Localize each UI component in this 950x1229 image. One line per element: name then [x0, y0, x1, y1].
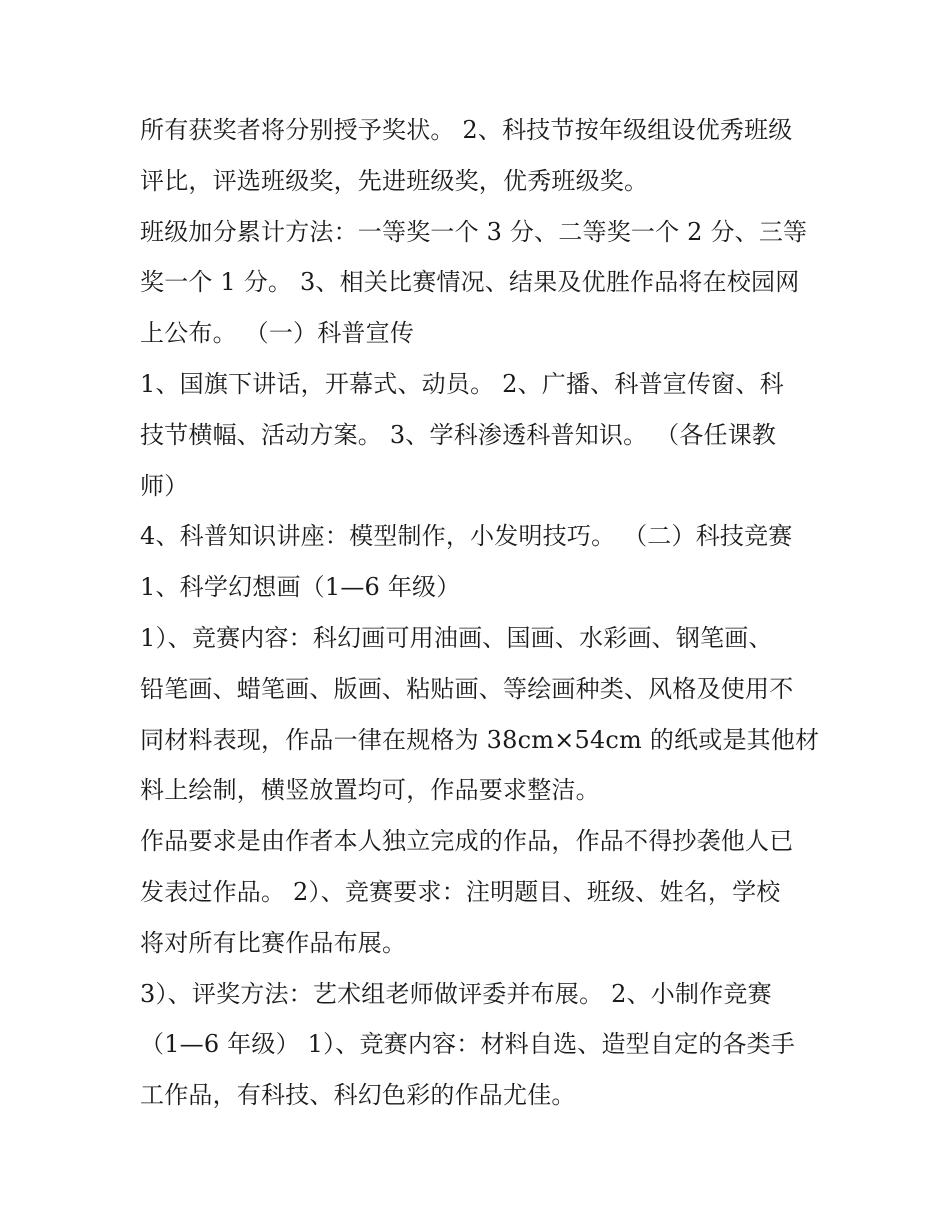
text-line: 奖一个 1 分。 3、相关比赛情况、结果及优胜作品将在校园网: [140, 268, 800, 297]
text-line: 班级加分累计方法：一等奖一个 3 分、二等奖一个 2 分、三等: [140, 217, 808, 246]
text-line: 1、国旗下讲话，开幕式、动员。 2、广播、科普宣传窗、科: [140, 369, 784, 398]
text-line: 发表过作品。 2）、竞赛要求：注明题目、班级、姓名，学校: [140, 877, 781, 906]
text-line: 铅笔画、蜡笔画、版画、粘贴画、等绘画种类、风格及使用不: [140, 674, 794, 703]
text-line: 1、科学幻想画（1—6 年级）: [140, 573, 461, 602]
text-line: （1—6 年级） 1）、竞赛内容：材料自选、造型自定的各类手: [140, 1030, 796, 1059]
text-line: 师）: [140, 471, 189, 500]
text-line: 料上绘制，横竖放置均可，作品要求整洁。: [140, 776, 600, 805]
text-line: 评比，评选班级奖，先进班级奖，优秀班级奖。: [140, 166, 649, 195]
text-line: 同材料表现，作品一律在规格为 38cm×54cm 的纸或是其他材: [140, 725, 820, 754]
text-line: 所有获奖者将分别授予奖状。 2、科技节按年级组设优秀班级: [140, 116, 793, 144]
text-line: 3）、评奖方法：艺术组老师做评委并布展。 2、小制作竞赛: [140, 979, 772, 1008]
text-line: 工作品，有科技、科幻色彩的作品尤佳。: [140, 1081, 576, 1110]
text-line: 1）、竞赛内容：科幻画可用油画、国画、水彩画、钢笔画、: [140, 623, 773, 652]
text-line: 上公布。 （一）科普宣传: [140, 319, 415, 348]
document-body: [140, 105, 820, 1121]
text-line: 4、科普知识讲座：模型制作，小发明技巧。 （二）科技竞赛: [140, 522, 793, 551]
text-line: 将对所有比赛作品布展。: [140, 928, 407, 957]
text-line: 技节横幅、活动方案。 3、学科渗透科普知识。 （各任课教: [140, 420, 777, 449]
text-line: 作品要求是由作者本人独立完成的作品，作品不得抄袭他人已: [140, 827, 794, 856]
